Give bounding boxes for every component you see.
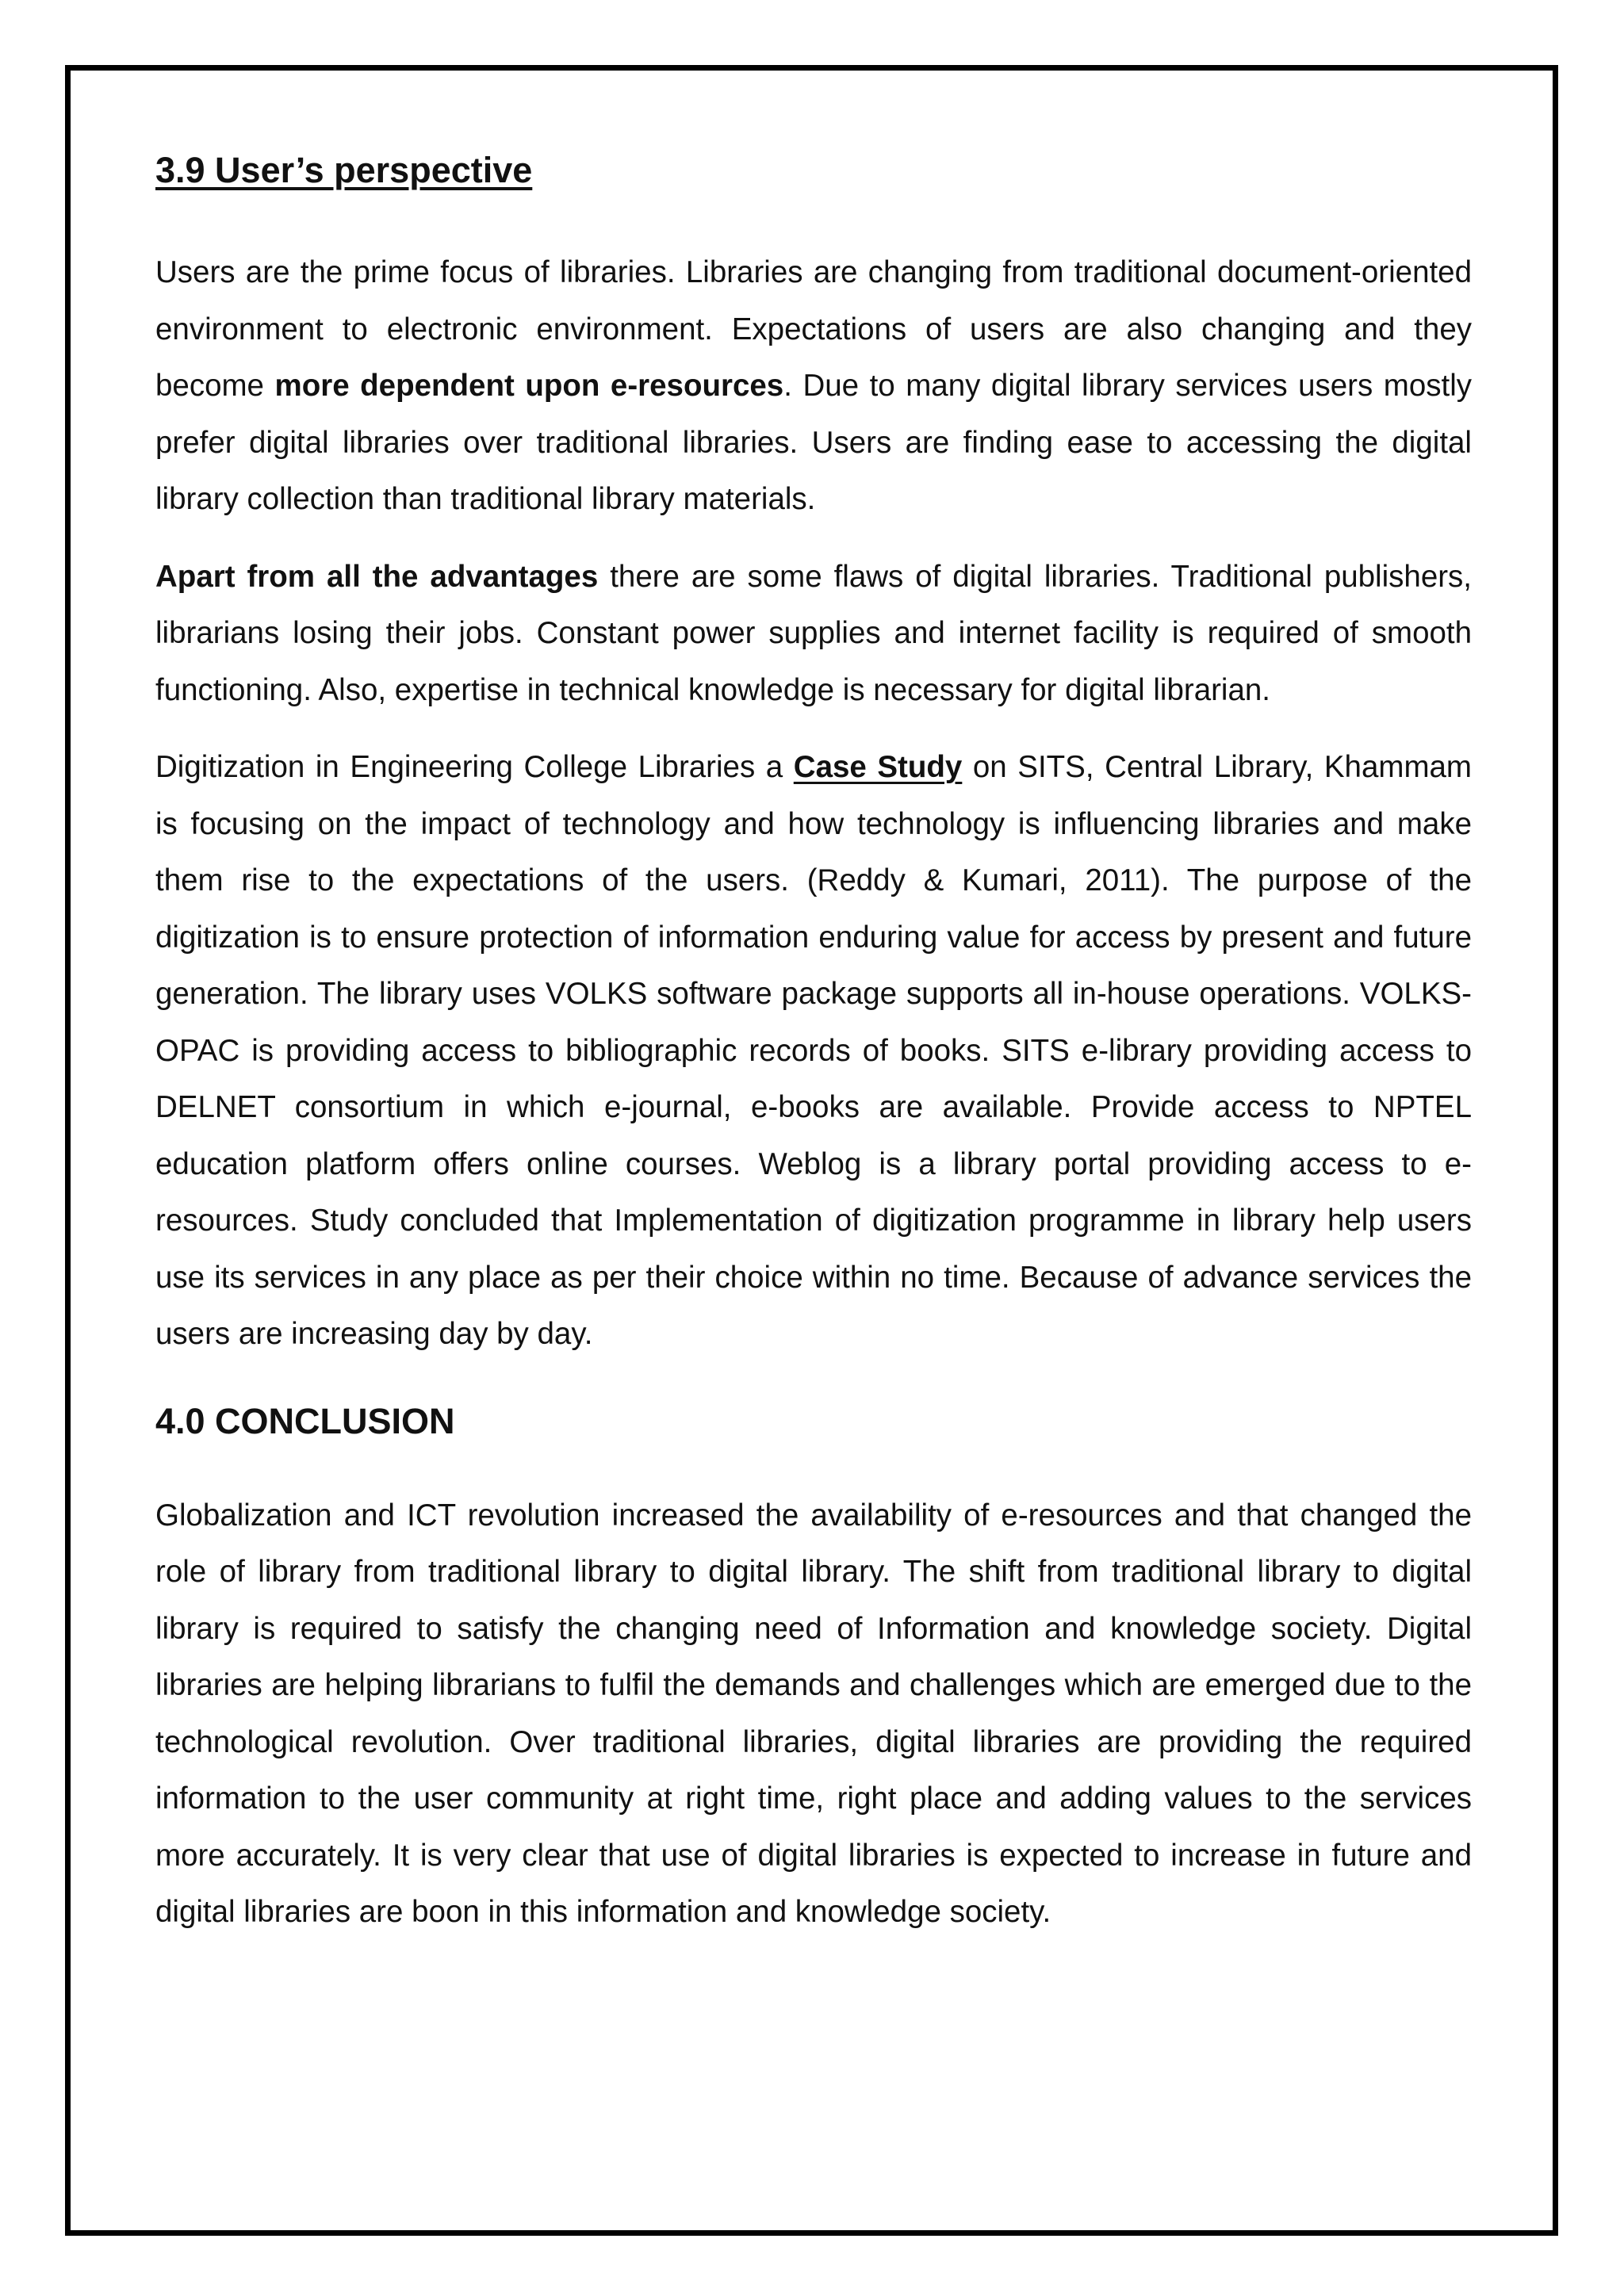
paragraph-text: Users are the prime focus of libraries. Libraries are changing from traditional document-oriented environment to electronic environment. Expectations of users are also changing and they become (155, 255, 1472, 403)
paragraph-case-study (155, 739, 1472, 1363)
paragraph-users-focus (155, 244, 1472, 528)
paragraph-text: on SITS, Central Library, Khammam is focusing on the impact of technology and how technology is influencing libraries and make them rise to the expectations of the users. (Reddy & Kumari, 2011). The purpose of the digitization is to ensure protection of information enduring value for access by present and future generation. The library uses VOLKS software package supports all in-house operations. VOLKS-OPAC is providing access to bibliographic records of books. SITS e-library providing access to DELNET consortium in which e-journal, e-books are available. Provide access to NPTEL education platform offers online courses. Weblog is a library portal providing access to e-resources. Study concluded that Implementation of digitization programme in library help users use its services in any place as per their choice within no time. Because of advance services the users are increasing day by day. (155, 750, 1472, 1351)
bold-phrase-advantages: Apart from all the advantages (155, 559, 599, 594)
paragraph-text: . Due to many digital library services users mostly prefer digital libraries over traditional libraries. Users are finding ease to accessing the digital library collection than traditional library materials. (155, 369, 1472, 516)
paragraph-conclusion: Globalization and ICT revolution increased the availability of e-resources and that changed the role of library from traditional library to digital library. The shift from traditional library to digital library is required to satisfy the changing need of Information and knowledge society. Digital libraries are helping librarians to fulfil the demands and challenges which are emerged due to the technological revolution. Over traditional libraries, digital libraries are providing the required information to the user community at right time, right place and adding values to the services more accurately. It is very clear that use of digital libraries is expected to increase in future and digital libraries are boon in this information and knowledge society. (155, 1498, 1472, 1929)
heading-conclusion: 4.0 CONCLUSION (155, 1400, 455, 1441)
paragraph-flaws (155, 549, 1472, 719)
paragraph-text: Digitization in Engineering College Libraries a (155, 750, 794, 784)
document-content (155, 149, 1472, 1941)
paragraph-text: there are some flaws of digital libraries. Traditional publishers, librarians losing their jobs. Constant power supplies and internet facility is required of smooth functioning. Also, expertise in technical knowledge is necessary for digital librarian. (155, 559, 1472, 707)
bold-phrase-e-resources: more dependent upon e-resources (274, 369, 784, 403)
case-study-link[interactable]: Case Study (793, 750, 963, 784)
heading-users-perspective: 3.9 User’s perspective (155, 150, 533, 190)
